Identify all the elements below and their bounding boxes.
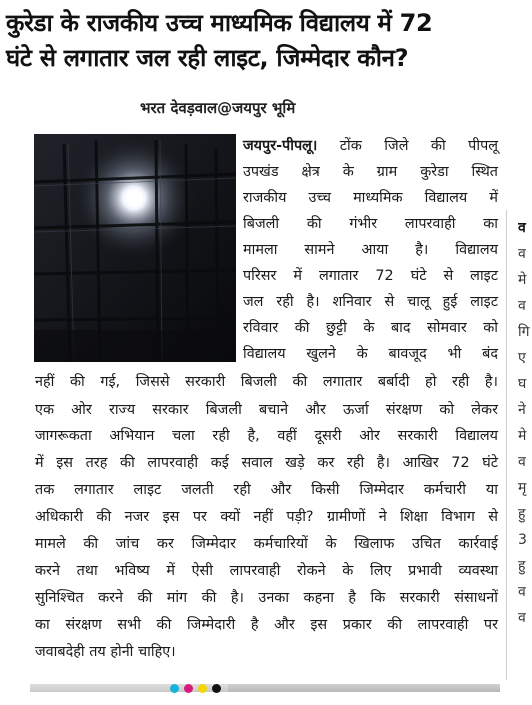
body-line: मामला सामने आया है। विद्यालय bbox=[243, 242, 498, 258]
body-line: विद्यालय खुलने के बावजूद भी बंद bbox=[243, 346, 498, 362]
adjacent-fragment: हु bbox=[518, 506, 526, 522]
adjacent-column-cutoff bbox=[514, 214, 532, 634]
byline: भरत देवड़वाल@जयपुर भूमि bbox=[140, 99, 296, 117]
body-line: नहीं की गई, जिससे सरकारी बिजली की लगातार बर्बादी हो रही है। bbox=[35, 374, 498, 390]
body-line: का संरक्षण सभी की जिम्मेदारी है और इस प्रकार की लापरवाही पर bbox=[35, 617, 498, 633]
body-line: तक लगातार लाइट जलती रही और किसी जिम्मेदार कर्मचारी या bbox=[35, 482, 498, 498]
adjacent-fragment: मृ bbox=[518, 480, 527, 496]
body-line: जवाबदेही तय होनी चाहिए। bbox=[35, 644, 176, 660]
night-light-photo bbox=[34, 134, 236, 362]
adjacent-fragment: व bbox=[518, 220, 526, 236]
adjacent-fragment: व bbox=[518, 610, 526, 626]
yellow-dot bbox=[198, 684, 207, 693]
article-photo bbox=[34, 134, 236, 362]
magenta-dot bbox=[184, 684, 193, 693]
body-line: एक ओर राज्य सरकार बिजली बचाने और ऊर्जा संरक्षण को लेकर bbox=[35, 402, 498, 418]
body-line: रविवार की छुट्टी के बाद सोमवार को bbox=[243, 320, 498, 336]
adjacent-fragment: 3 bbox=[518, 532, 527, 548]
black-dot bbox=[212, 684, 221, 693]
body-line: में इस तरह की लापरवाही कई सवाल खड़े कर रही है। आखिर 72 घंटे bbox=[35, 455, 498, 471]
body-line: उपखंड क्षेत्र के ग्राम कुरेडा स्थित bbox=[243, 164, 498, 180]
body-text-span: टोंक जिले की पीपलू bbox=[317, 138, 498, 154]
dateline: जयपुर-पीपलू। bbox=[243, 138, 318, 154]
body-line: परिसर में लगातार 72 घंटे से लाइट bbox=[243, 268, 498, 284]
body-line: जागरूकता अभियान चला रही है, वहीं दूसरी ओर सरकारी विद्यालय bbox=[35, 428, 498, 444]
adjacent-fragment: मे bbox=[518, 428, 527, 444]
adjacent-fragment: व bbox=[518, 454, 526, 470]
adjacent-fragment: मे bbox=[518, 272, 527, 288]
cyan-dot bbox=[170, 684, 179, 693]
adjacent-fragment: घ bbox=[518, 376, 527, 392]
body-line: मामले की जांच कर जिम्मेदार कर्मचारियों के खिलाफ उचित कार्रवाई bbox=[35, 536, 498, 552]
adjacent-fragment: ने bbox=[518, 402, 526, 418]
print-rule-dark bbox=[228, 684, 500, 692]
adjacent-fragment: ए bbox=[518, 350, 526, 366]
body-line: करने तथा भविष्य में ऐसी लापरवाही रोकने के लिए प्रभावी व्यवस्था bbox=[35, 563, 498, 579]
headline-line: कुरेडा के राजकीय उच्च माध्यमिक विद्यालय में 72 bbox=[6, 9, 433, 37]
body-line: जल रही है। शनिवार से चालू हुई लाइट bbox=[243, 294, 498, 310]
column-divider bbox=[506, 210, 507, 680]
body-line: अधिकारी की नजर इस पर क्यों नहीं पड़ी? ग्रामीणों ने शिक्षा विभाग से bbox=[35, 509, 498, 525]
adjacent-fragment: व bbox=[518, 246, 526, 262]
adjacent-fragment: हु bbox=[518, 558, 526, 574]
body-line: राजकीय उच्च माध्यमिक विद्यालय में bbox=[243, 190, 498, 206]
body-line bbox=[243, 134, 498, 158]
headline bbox=[6, 6, 501, 76]
adjacent-fragment: व bbox=[518, 298, 526, 314]
adjacent-fragment: गि bbox=[518, 324, 530, 340]
adjacent-fragment: व bbox=[518, 584, 526, 600]
headline-line: घंटे से लगातार जल रही लाइट, जिम्मेदार कौन? bbox=[6, 44, 409, 72]
body-line: बिजली की गंभीर लापरवाही का bbox=[243, 216, 498, 232]
body-line: सुनिश्चित करने की मांग की है। उनका कहना है कि सरकारी संसाधनों bbox=[35, 590, 498, 606]
